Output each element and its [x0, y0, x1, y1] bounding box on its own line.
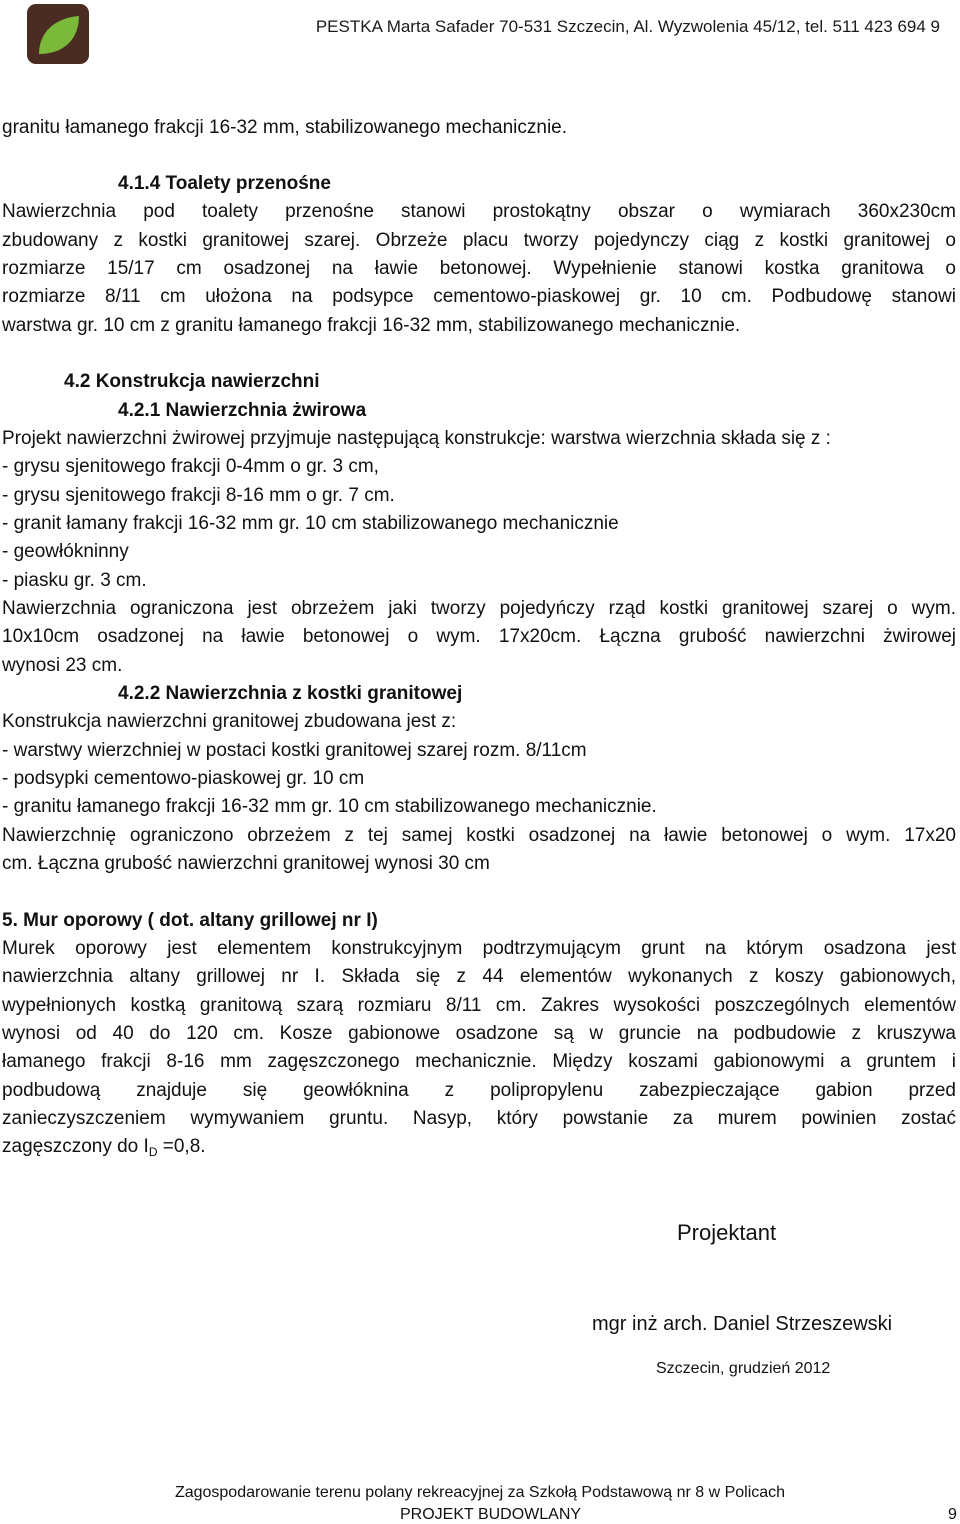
paragraph-line: Projekt nawierzchni żwirowej przyjmuje następującą konstrukcje: warstwa wierzchnia składa się z : — [2, 428, 831, 449]
footer-project-title: Zagospodarowanie terenu polany rekreacyjnej za Szkołą Podstawową nr 8 w Policach — [174, 1484, 786, 1501]
paragraph-line: łamanego frakcji 8-16 mm zagęszczonego mechanicznie. Między koszami gabionowymi a gruntem i — [2, 1051, 956, 1072]
list-item: - granitu łamanego frakcji 16-32 mm gr. 10 cm stabilizowanego mechanicznie. — [2, 796, 657, 817]
paragraph-line: rozmiarze 15/17 cm osadzonej na ławie betonowej. Wypełnienie stanowi kostka granitowa o — [2, 258, 956, 279]
signature-name: mgr inż arch. Daniel Strzeszewski — [592, 1313, 893, 1335]
section-heading-4-2: 4.2 Konstrukcja nawierzchni — [64, 371, 320, 392]
text-run: =0,8. — [157, 1136, 206, 1157]
list-item: - warstwy wierzchniej w postaci kostki granitowej szarej rozm. 8/11cm — [2, 740, 587, 761]
paragraph-line: zanieczyszczeniem wymywaniem gruntu. Nasyp, który powstanie za murem powinien zostać — [2, 1108, 956, 1129]
list-item: - grysu sjenitowego frakcji 8-16 mm o gr. 7 cm. — [2, 485, 395, 506]
paragraph-line: Murek oporowy jest elementem konstrukcyjnym podtrzymującym grunt na którym osadzona jest — [2, 938, 956, 959]
signature-role: Projektant — [677, 1220, 777, 1245]
footer-document-type: PROJEKT BUDOWLANY — [400, 1506, 582, 1523]
paragraph-line: Nawierzchnia pod toalety przenośne stanowi prostokątny obszar o wymiarach 360x230cm — [2, 201, 956, 222]
paragraph-line: rozmiarze 8/11 cm ułożona na podsypce cementowo-piaskowej gr. 10 cm. Podbudowę stanowi — [2, 286, 956, 307]
list-item: - grysu sjenitowego frakcji 0-4mm o gr. 3 cm, — [2, 456, 379, 477]
list-item: - piasku gr. 3 cm. — [2, 570, 147, 591]
paragraph-line — [2, 1133, 956, 1166]
section-heading-5: 5. Mur oporowy ( dot. altany grillowej nr I) — [2, 910, 378, 931]
list-item: - geowłókninny — [2, 541, 129, 562]
section-heading-4-1-4: 4.1.4 Toalety przenośne — [118, 173, 331, 194]
paragraph-line: granitu łamanego frakcji 16-32 mm, stabilizowanego mechanicznie. — [2, 117, 568, 138]
section-heading-4-2-2: 4.2.2 Nawierzchnia z kostki granitowej — [118, 683, 463, 704]
paragraph-line: wynosi od 40 do 120 cm. Kosze gabionowe osadzone są w gruncie na podbudowie z kruszywa — [2, 1023, 956, 1044]
paragraph-line: 10x10cm osadzonej na ławie betonowej o wym. 17x20cm. Łączna grubość nawierzchni żwirowej — [2, 626, 956, 647]
paragraph-line: zbudowany z kostki granitowej szarej. Obrzeże placu tworzy pojedynczy ciąg z kostki granitowej o — [2, 230, 956, 251]
signature-place-date: Szczecin, grudzień 2012 — [656, 1360, 831, 1377]
paragraph-line: podbudową znajduje się geowłóknina z polipropylenu zabezpieczające gabion przed — [2, 1080, 956, 1101]
list-item: - granit łamany frakcji 16-32 mm gr. 10 cm stabilizowanego mechanicznie — [2, 513, 619, 534]
page-header: PESTKA Marta Safader 70-531 Szczecin, Al. Wyzwolenia 45/12, tel. 511 423 694 9 — [315, 17, 940, 36]
paragraph-line: wynosi 23 cm. — [2, 655, 123, 676]
text-run: zagęszczony do I — [2, 1136, 149, 1157]
paragraph-line: wypełnionych kostką granitową szarą rozmiaru 8/11 cm. Zakres wysokości poszczególnych elementów — [2, 995, 956, 1016]
page-number: 9 — [948, 1506, 957, 1523]
paragraph-line: warstwa gr. 10 cm z granitu łamanego frakcji 16-32 mm, stabilizowanego mechanicznie. — [2, 315, 741, 336]
subscript: D — [148, 1145, 158, 1159]
list-item: - podsypki cementowo-piaskowej gr. 10 cm — [2, 768, 365, 789]
section-heading-4-2-1: 4.2.1 Nawierzchnia żwirowa — [118, 400, 367, 421]
paragraph-line: Nawierzchnia ograniczona jest obrzeżem jaki tworzy pojedyńczy rząd kostki granitowej szarej o wym. — [2, 598, 956, 619]
paragraph-line: nawierzchnia altany grillowej nr I. Składa się z 44 elementów wykonanych z koszy gabionowych, — [2, 966, 956, 987]
paragraph-line: Konstrukcja nawierzchni granitowej zbudowana jest z: — [2, 711, 457, 732]
paragraph-line: Nawierzchnię ograniczono obrzeżem z tej samej kostki osadzonej na ławie betonowej o wym. 17x20 — [2, 825, 956, 846]
leaf-icon — [27, 4, 89, 64]
paragraph-line: cm. Łączna grubość nawierzchni granitowej wynosi 30 cm — [2, 853, 490, 874]
company-logo — [27, 4, 89, 64]
